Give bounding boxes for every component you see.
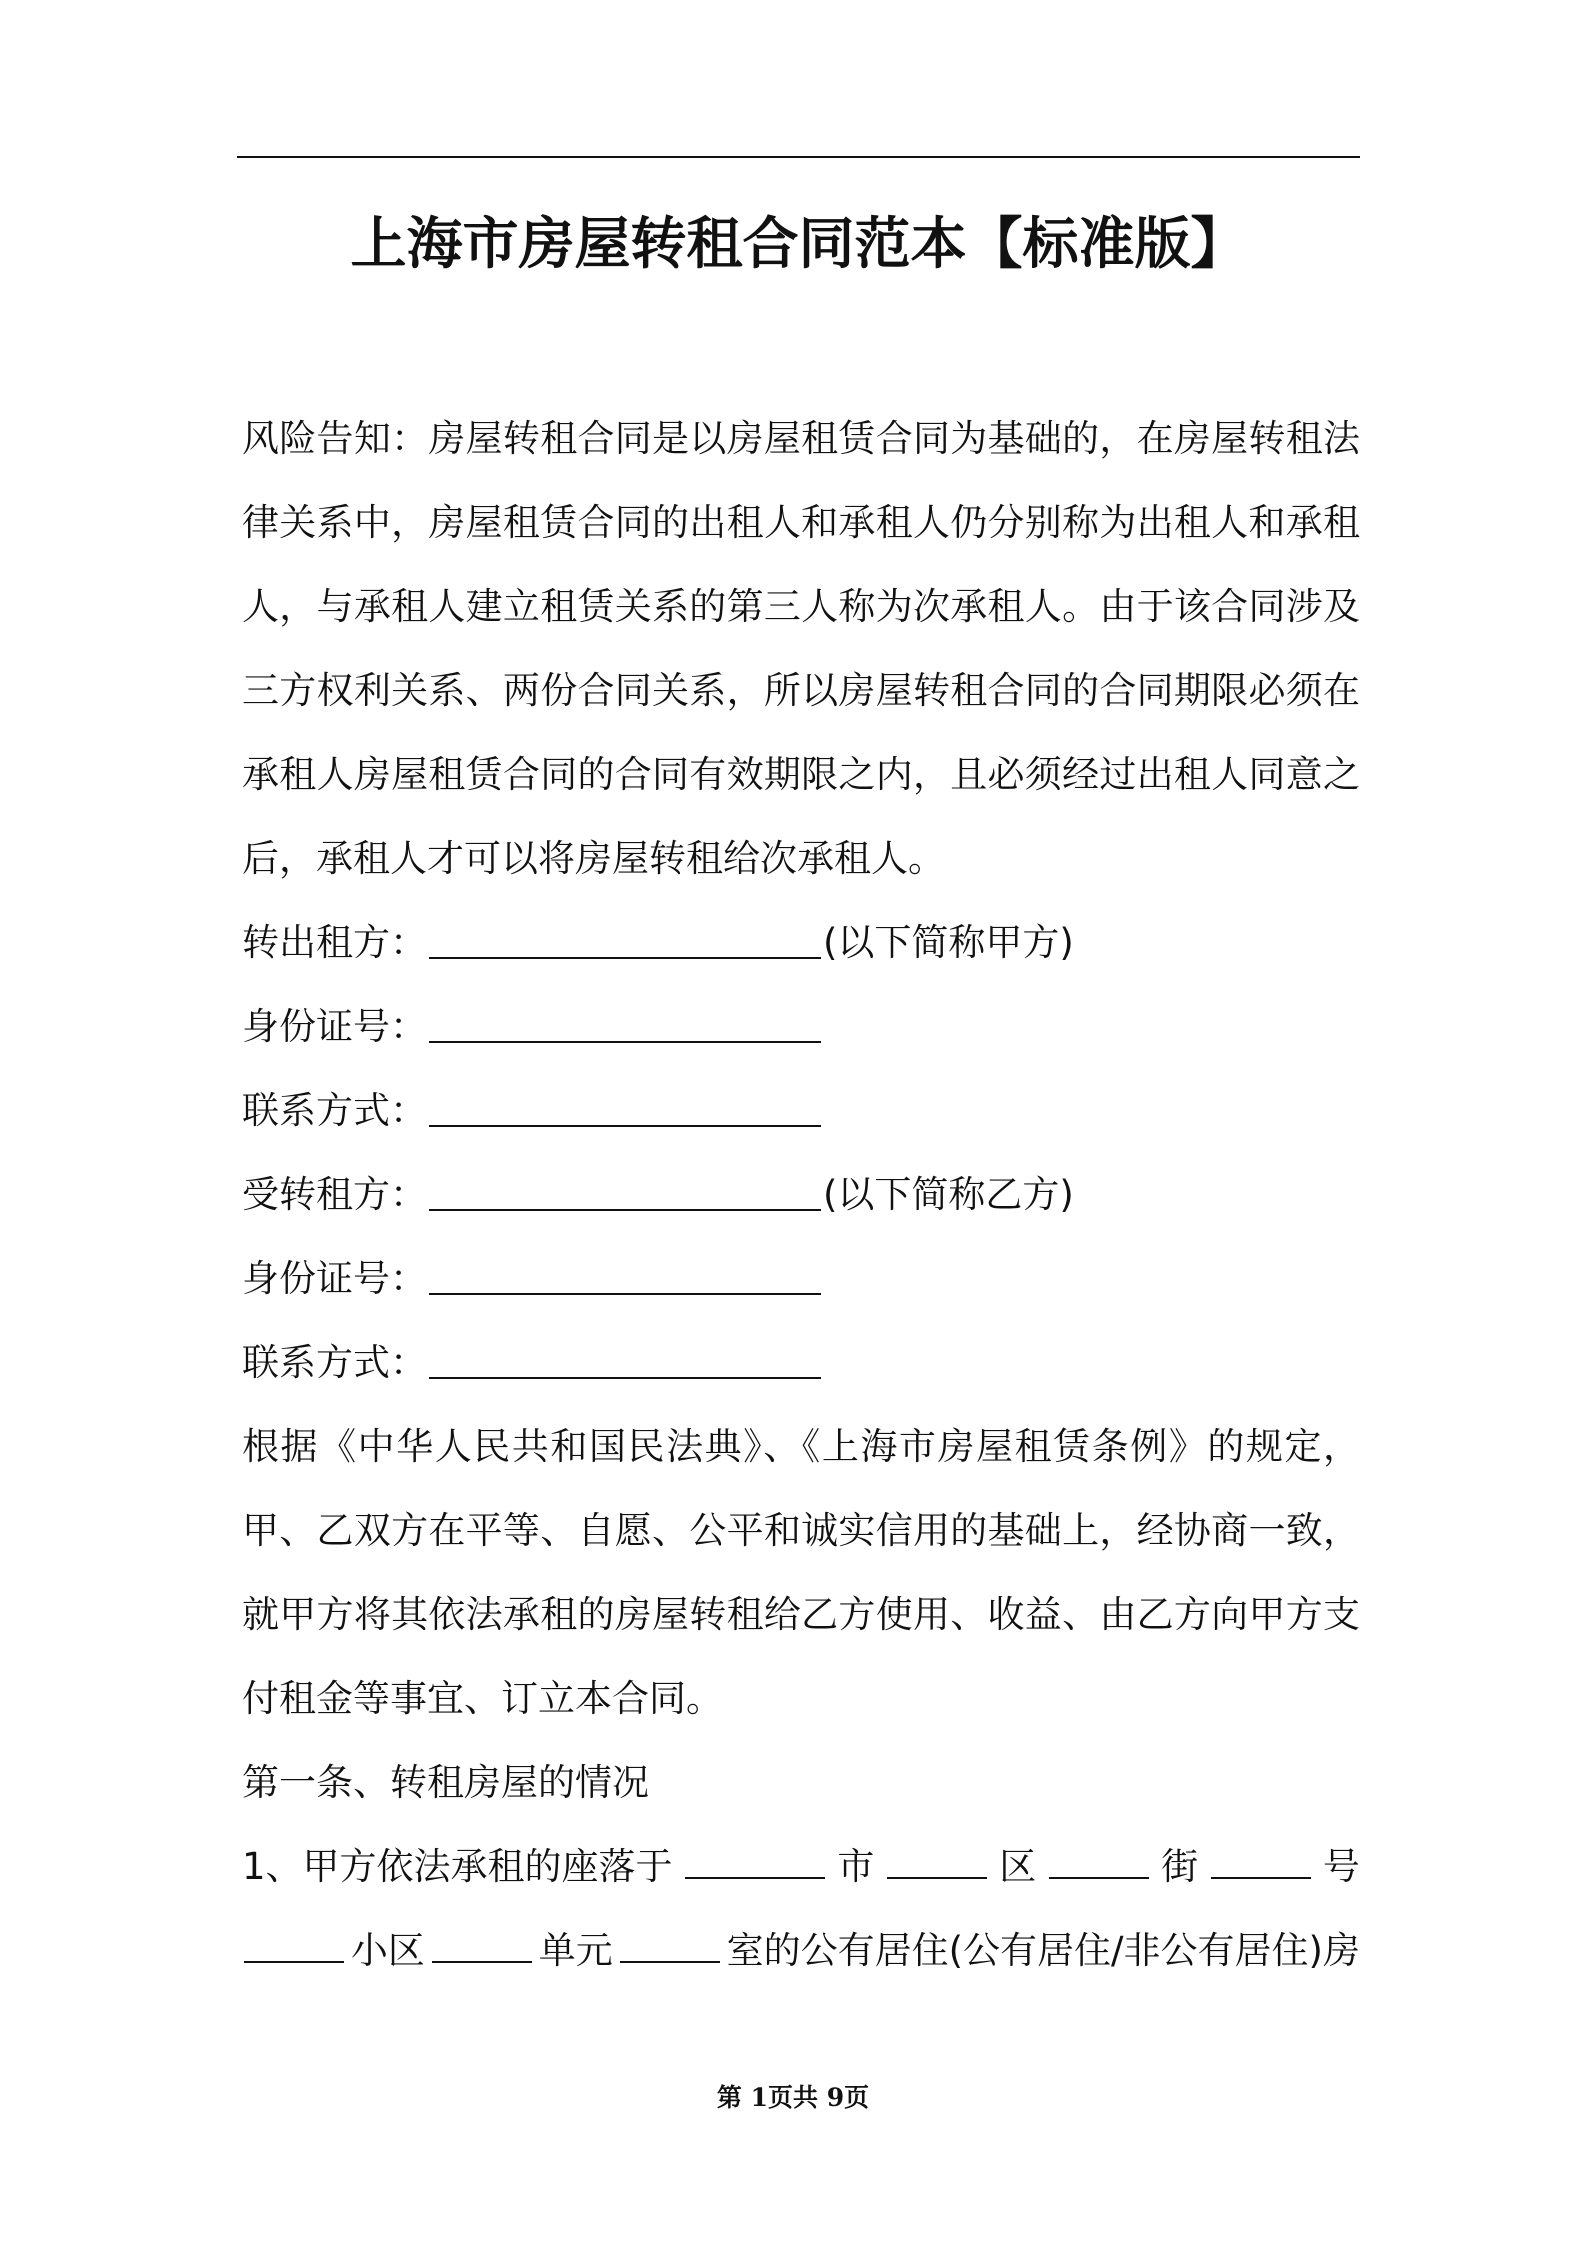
number-label: 号: [1322, 1845, 1360, 1888]
party-b-id-label: 身份证号：: [242, 1257, 427, 1300]
room-blank[interactable]: [620, 1927, 720, 1963]
party-a-id-blank[interactable]: [429, 1007, 821, 1043]
party-a-contact-row: [242, 1069, 1360, 1153]
party-b-id-blank[interactable]: [429, 1259, 821, 1295]
party-a-contact-blank[interactable]: [429, 1091, 821, 1127]
community-label: 小区: [350, 1929, 425, 1972]
legal-basis: 根据《中华人民共和国民法典》、《上海市房屋租赁条例》的规定，甲、乙双方在平等、自愿、公平和诚实信用的基础上，经协商一致，就甲方将其依法承租的房屋转租给乙方使用、收益、由乙方向甲方支付租金等事宜、订立本合同。: [242, 1425, 1360, 1720]
city-label: 市: [837, 1845, 875, 1888]
party-a-contact-label: 联系方式：: [242, 1089, 427, 1132]
room-tail: 室的公有居住(公有居住/非公有居住)房: [726, 1929, 1360, 1972]
district-label: 区: [999, 1845, 1037, 1888]
page-footer: 第 1页共 9页: [716, 2083, 870, 2112]
party-b-label: 受转租方：: [242, 1173, 427, 1216]
district-blank[interactable]: [887, 1843, 987, 1879]
party-b-contact-row: [242, 1321, 1360, 1405]
party-b-contact-label: 联系方式：: [242, 1341, 427, 1384]
document-title: 上海市房屋转租合同范本【标准版】: [350, 212, 1247, 277]
unit-label: 单元: [538, 1929, 613, 1972]
party-a-name-blank[interactable]: [429, 923, 821, 959]
street-blank[interactable]: [1049, 1843, 1149, 1879]
unit-blank[interactable]: [432, 1927, 532, 1963]
article-1-heading: 第一条、转租房屋的情况: [242, 1761, 649, 1804]
party-a-row: [242, 901, 1360, 985]
city-blank[interactable]: [685, 1843, 825, 1879]
item-1-line-2: [242, 1909, 1360, 1993]
party-a-label: 转出租方：: [242, 921, 427, 964]
document-body: [242, 397, 1360, 1993]
number-blank[interactable]: [1211, 1843, 1311, 1879]
street-label: 街: [1161, 1845, 1199, 1888]
item-1-line-1: [242, 1825, 1360, 1909]
party-b-name-blank[interactable]: [429, 1175, 821, 1211]
party-a-id-label: 身份证号：: [242, 1005, 427, 1048]
party-b-id-row: [242, 1237, 1360, 1321]
party-b-contact-blank[interactable]: [429, 1343, 821, 1379]
item-1-prefix: 1、甲方依法承租的座落于: [242, 1845, 673, 1888]
top-rule: [237, 156, 1360, 158]
party-a-id-row: [242, 985, 1360, 1069]
party-b-suffix: (以下简称乙方): [823, 1173, 1074, 1216]
party-a-suffix: (以下简称甲方): [823, 921, 1074, 964]
community-blank[interactable]: [244, 1927, 344, 1963]
party-b-row: [242, 1153, 1360, 1237]
risk-notice: 风险告知：房屋转租合同是以房屋租赁合同为基础的，在房屋转租法律关系中，房屋租赁合同的出租人和承租人仍分别称为出租人和承租人，与承租人建立租赁关系的第三人称为次承租人。由于该合同涉及三方权利关系、两份合同关系，所以房屋转租合同的合同期限必须在承租人房屋租赁合同的合同有效期限之内，且必须经过出租人同意之后，承租人才可以将房屋转租给次承租人。: [242, 417, 1360, 880]
